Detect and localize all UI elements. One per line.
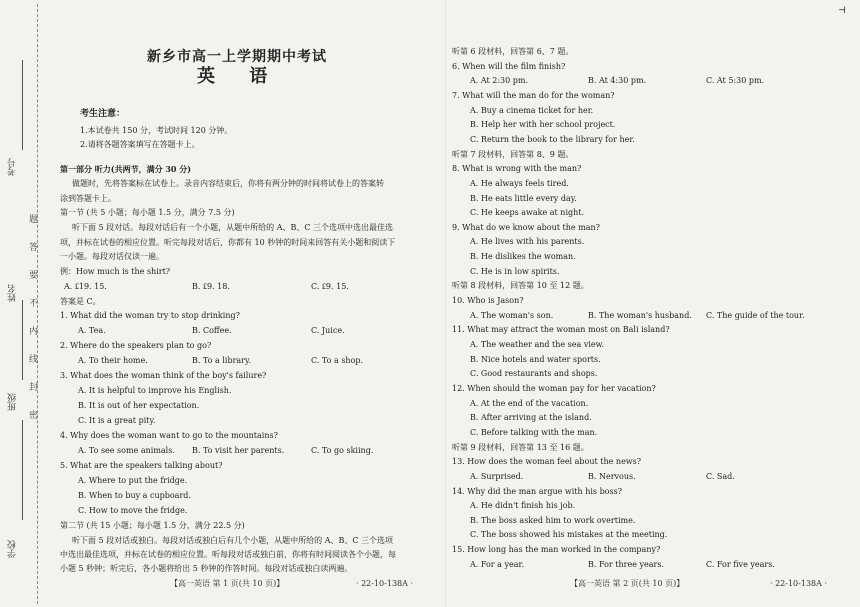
page-footer: 【高一英语 第 2 页(共 10 页)】 <box>570 579 685 588</box>
notice-heading: 考生注意： <box>80 109 126 119</box>
exam-no-line <box>22 60 23 150</box>
section-instructions: 项，并标在试卷的相应位置。听完每段对话后，你都有 10 秒钟的时间来回答有关小题和阅读下 <box>60 238 396 247</box>
question-option: C. To a shop. <box>311 356 364 365</box>
section-heading: 第一节 (共 5 小题；每小题 1.5 分，满分 7.5 分) <box>60 208 235 217</box>
material-heading: 听第 9 段材料，回答第 13 至 16 题。 <box>452 442 589 452</box>
notice-item: 1.本试卷共 150 分，考试时间 120 分钟。 <box>80 126 233 135</box>
question-option: A. He didn't finish his job. <box>470 501 576 511</box>
exam-no-label: 考号 <box>8 158 18 176</box>
question-option: C. To go skiing. <box>311 446 374 455</box>
question: 11. What may attract the woman most on Bali island? <box>452 325 670 335</box>
intro-text: 做题时，先将答案标在试卷上。录音内容结束后，你将有两分钟的时间将试卷上的答案转 <box>72 179 384 188</box>
page-code: · 22-10-138A · <box>770 579 827 588</box>
question: 12. When should the woman pay for her vacation? <box>452 383 656 393</box>
corner-mark: ⊣ <box>838 6 846 16</box>
section-heading: 第二节 (共 15 小题；每小题 1.5 分，满分 22.5 分) <box>60 521 245 530</box>
seal-char: 题 <box>29 215 39 225</box>
example-option: A. ₤19. 15. <box>64 282 107 291</box>
question-option: B. When to buy a cupboard. <box>78 491 191 500</box>
question-option: C. He is in low spirits. <box>470 266 560 276</box>
question-option: C. For five years. <box>706 559 775 569</box>
seal-char: 要 <box>29 271 39 281</box>
question-option: A. Where to put the fridge. <box>78 476 188 485</box>
question: 1. What did the woman try to stop drinking? <box>60 311 240 320</box>
subject-title: 英 语 <box>197 66 282 87</box>
seal-char: 内 <box>29 327 39 337</box>
question-option: C. At 5:30 pm. <box>706 76 765 86</box>
question-option: C. Before talking with the man. <box>470 427 598 437</box>
material-heading: 听第 7 段材料，回答第 8、9 题。 <box>452 149 574 159</box>
question-option: B. To visit her parents. <box>192 446 285 455</box>
question: 15. How long has the man worked in the company? <box>452 545 661 555</box>
part-heading: 第一部分 听力(共两节，满分 30 分) <box>60 164 192 174</box>
section-instructions: 小题 5 秒钟；听完后，各小题将给出 5 秒钟的作答时间。每段对话或独白读两遍。 <box>60 564 353 573</box>
question-option: B. To a library. <box>192 356 252 365</box>
section-instructions: 一小题。每段对话仅读一遍。 <box>60 252 164 261</box>
question-option: B. The woman's husband. <box>588 310 692 320</box>
question-option: A. Surprised. <box>470 471 524 481</box>
question-option: B. Coffee. <box>192 326 232 335</box>
section-instructions: 听下面 5 段对话。每段对话后有一个小题，从题中所给的 A、B、C 三个选项中选出最佳选 <box>72 223 394 232</box>
question-option: A. To their home. <box>78 356 148 365</box>
question: 4. Why does the woman want to go to the mountains? <box>60 431 278 440</box>
question-option: A. For a year. <box>470 559 524 569</box>
question-option: A. Buy a cinema ticket for her. <box>470 105 594 115</box>
question: 3. What does the woman think of the boy's failure? <box>60 371 267 380</box>
question-option: B. Nice hotels and water sports. <box>470 354 601 364</box>
question-option: A. He lives with his parents. <box>470 237 585 247</box>
question: 13. How does the woman feel about the news? <box>452 457 642 467</box>
question-option: C. Good restaurants and shops. <box>470 369 598 379</box>
question-option: A. To see some animals. <box>78 446 175 455</box>
material-heading: 听第 8 段材料，回答第 10 至 12 题。 <box>452 281 589 291</box>
page-1-column <box>60 0 432 607</box>
question: 6. When will the film finish? <box>452 61 566 71</box>
question-option: A. At 2:30 pm. <box>470 76 529 86</box>
question-option: B. At 4:30 pm. <box>588 76 647 86</box>
example-question: 例：How much is the shirt? <box>60 267 171 276</box>
question-option: C. How to move the fridge. <box>78 506 188 515</box>
question-option: A. It is helpful to improve his English. <box>78 386 232 395</box>
question: 2. Where do the speakers plan to go? <box>60 341 212 350</box>
name-label: 姓名 <box>8 284 18 302</box>
section-instructions: 听下面 5 段对话或独白。每段对话或独白后有几个小题，从题中所给的 A、B、C 三个选项 <box>72 536 394 545</box>
class-label: 班级 <box>8 393 18 411</box>
question-option: B. He dislikes the woman. <box>470 252 576 262</box>
school-label: 学校 <box>8 540 18 558</box>
name-line <box>22 300 23 380</box>
material-heading: 听第 6 段材料，回答第 6、7 题。 <box>452 47 574 56</box>
question-option: C. The boss showed his mistakes at the meeting. <box>470 530 668 540</box>
question-option: A. He always feels tired. <box>470 178 569 188</box>
page-footer: 【高一英语 第 1 页(共 10 页)】 <box>170 579 285 588</box>
question-option: B. For three years. <box>588 559 664 569</box>
question-option: B. He eats little every day. <box>470 193 577 203</box>
question: 8. What is wrong with the man? <box>452 164 582 174</box>
seal-char: 线 <box>29 355 39 365</box>
example-option: B. ₤9. 18. <box>192 282 230 291</box>
question: 7. What will the man do for the woman? <box>452 90 615 100</box>
seal-char: 密 <box>29 411 39 421</box>
seal-char: 不 <box>29 299 39 309</box>
question-option: A. Tea. <box>78 326 106 335</box>
question-option: B. After arriving at the island. <box>470 413 592 423</box>
question-option: B. Nervous. <box>588 471 636 481</box>
question-option: A. The weather and the sea view. <box>470 340 605 349</box>
question-option: B. It is out of her expectation. <box>78 401 200 410</box>
question-option: C. The guide of the tour. <box>706 310 805 320</box>
question-option: B. The boss asked him to work overtime. <box>470 515 636 525</box>
question-option: C. Return the book to the library for her. <box>470 134 635 144</box>
intro-text: 涂到答题卡上。 <box>60 194 116 203</box>
page-crease <box>445 0 446 607</box>
question-option: C. Juice. <box>311 326 345 335</box>
page-2-column <box>452 0 852 607</box>
class-line <box>22 420 23 520</box>
binding-strip <box>0 0 48 607</box>
question-option: B. Help her with her school project. <box>470 120 616 130</box>
question: 10. Who is Jason? <box>452 296 524 306</box>
section-instructions: 中选出最佳选项，并标在试卷的相应位置。听每段对话或独白前，你将有时间阅读各个小题，每 <box>60 550 396 559</box>
example-answer: 答案是 C。 <box>60 297 101 306</box>
question: 9. What do we know about the man? <box>452 222 600 232</box>
question-option: A. The woman's son. <box>470 310 554 320</box>
page-code: · 22-10-138A · <box>356 579 413 588</box>
question-option: C. It is a great pity. <box>78 416 156 425</box>
exam-title: 新乡市高一上学期期中考试 <box>147 49 327 65</box>
seal-char: 答 <box>29 243 39 253</box>
seal-char: 封 <box>29 383 39 393</box>
question: 5. What are the speakers talking about? <box>60 461 223 470</box>
question-option: C. Sad. <box>706 471 735 481</box>
example-option: C. ₤9. 15. <box>311 282 349 291</box>
question: 14. Why did the man argue with his boss? <box>452 486 622 496</box>
question-option: C. He keeps awake at night. <box>470 208 585 218</box>
question-option: A. At the end of the vacation. <box>470 398 589 408</box>
notice-item: 2.请将各题答案填写在答题卡上。 <box>80 140 200 149</box>
